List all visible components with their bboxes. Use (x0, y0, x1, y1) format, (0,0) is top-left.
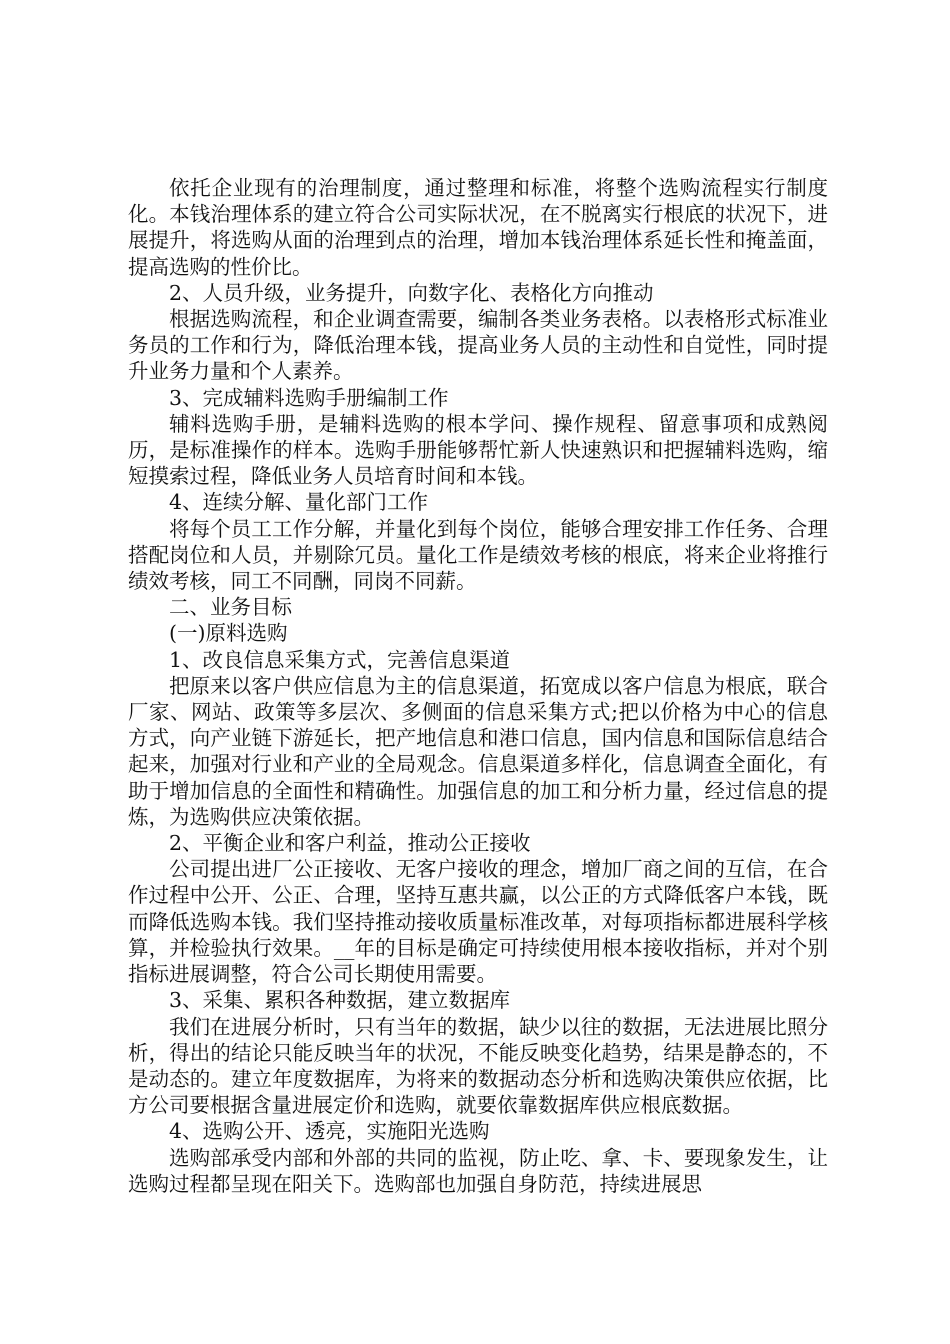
heading-raw-material-procurement: (一)原料选购 (169, 621, 288, 646)
heading-manual-compilation: 3、完成辅料选购手册编制工作 (169, 385, 449, 410)
paragraph-fair-acceptance: 公司提出进厂公正接收、无客户接收的理念，增加厂商之间的互信，在合作过程中公开、公正、合理，坚持互惠共赢，以公正的方式降低客户本钱，既而降低选购本钱。我们坚持推动接收质量标准改革，对每项指标都进展科学核算，并检验执行效果。__年的目标是确定可持续使用根本接收指标，并对个别指标进展调整，符合公司长期使用需要。 (128, 857, 828, 987)
heading-personnel-upgrade: 2、人员升级，业务提升，向数字化、表格化方向推动 (169, 280, 654, 305)
heading-fair-acceptance: 2、平衡企业和客户利益，推动公正接收 (169, 831, 531, 856)
paragraph-business-forms: 根据选购流程，和企业调查需要，编制各类业务表格。以表格形式标准业务员的工作和行为，降低治理本钱，提高业务人员的主动性和自觉性，同时提升业务力量和个人素养。 (128, 307, 828, 384)
paragraph-info-channels: 把原来以客户供应信息为主的信息渠道，拓宽成以客户信息为根底，联合厂家、网站、政策等多层次、多侧面的信息采集方式;把以价格为中心的信息方式，向产业链下游延长，把产地信息和港口信息，国内信息和国际信息结合起来，加强对行业和产业的全局观念。信息渠道多样化，信息调查全面化，有助于增加信息的全面性和精确性。加强信息的加工和分析力量，经过信息的提炼，为选购供应决策依据。 (128, 673, 828, 829)
paragraph-work-breakdown: 将每个员工工作分解，并量化到每个岗位，能够合理安排工作任务、合理搭配岗位和人员，并剔除冗员。量化工作是绩效考核的根底，将来企业将推行绩效考核，同工不同酬，同岗不同薪。 (128, 516, 828, 594)
heading-quantify-work: 4、连续分解、量化部门工作 (169, 490, 429, 515)
heading-transparent-procurement: 4、选购公开、透亮，实施阳光选购 (169, 1119, 490, 1144)
heading-database: 3、采集、累积各种数据，建立数据库 (169, 988, 511, 1013)
paragraph-procurement-system: 依托企业现有的治理制度，通过整理和标准，将整个选购流程实行制度化。本钱治理体系的建立符合公司实际状况，在不脱离实行根底的状况下，进展提升，将选购从面的治理到点的治理，增加本钱治理体系延长性和掩盖面，提高选购的性价比。 (128, 176, 828, 279)
heading-info-collection: 1、改良信息采集方式，完善信息渠道 (169, 647, 511, 672)
paragraph-database: 我们在进展分析时，只有当年的数据，缺少以往的数据，无法进展比照分析，得出的结论只能反映当年的状况，不能反映变化趋势，结果是静态的，不是动态的。建立年度数据库，为将来的数据动态分析和选购决策供应依据，比方公司要根据含量进展定价和选购，就要依靠数据库供应根底数据。 (128, 1014, 828, 1118)
heading-business-goals: 二、业务目标 (169, 595, 292, 620)
paragraph-supervision: 选购部承受内部和外部的共同的监视，防止吃、拿、卡、要现象发生，让选购过程都呈现在阳关下。选购部也加强自身防范，持续进展思 (128, 1145, 828, 1196)
document-body (128, 175, 828, 1197)
paragraph-procurement-manual: 辅料选购手册，是辅料选购的根本学问、操作规程、留意事项和成熟阅历，是标准操作的样本。选购手册能够帮忙新人快速熟识和把握辅料选购，缩短摸索过程，降低业务人员培育时间和本钱。 (128, 411, 828, 489)
